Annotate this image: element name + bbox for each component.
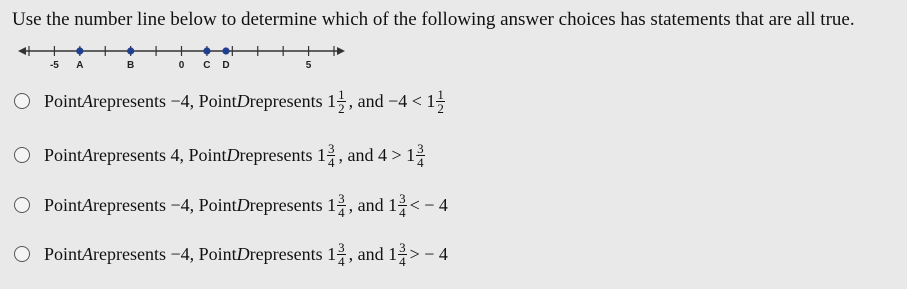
answer-option-1[interactable]: [14, 84, 448, 118]
radio-button[interactable]: [14, 246, 30, 262]
fraction: $\frac{3}{4}$: [417, 140, 424, 170]
question-text: Use the number line below to determine which of the following answer choices has statements that are all true.: [12, 9, 855, 30]
tick-label: D: [222, 60, 230, 71]
fraction: $\frac{3}{4}$: [399, 239, 406, 269]
option-text: Point A represents −4, Point D represents 1 $\frac{3}{4}$ , and 1 $\frac{3}{4}$ > − 4: [44, 239, 448, 269]
left-arrow-icon: [18, 47, 26, 55]
fraction: $\frac{3}{4}$: [327, 140, 335, 170]
fraction: $\frac{1}{2}$: [338, 86, 345, 116]
fraction: $\frac{3}{4}$: [338, 239, 345, 269]
number-line: [0, 38, 360, 78]
point-d: [222, 47, 229, 54]
tick-label: A: [76, 60, 84, 71]
answer-option-2[interactable]: [14, 138, 428, 172]
fraction: $\frac{3}{4}$: [399, 190, 406, 220]
option-text: Point A represents −4, Point D represents 1 $\frac{3}{4}$ , and 1 $\frac{3}{4}$ < − 4: [44, 190, 448, 220]
option-text: Point A represents 4, Point D represents 1 $\frac{3}{4}$ , and 4 > 1 $\frac{3}{4}$: [44, 140, 424, 170]
point-c: [203, 47, 210, 54]
tick-label: -5: [49, 60, 59, 71]
option-text: Point A represents −4, Point D represents 1 $\frac{1}{2}$ , and −4 < 1 $\frac{1}{2}$: [44, 86, 444, 116]
tick-label: B: [127, 60, 135, 71]
radio-button[interactable]: [14, 147, 30, 163]
answer-option-4[interactable]: [14, 237, 448, 271]
point-b: [127, 47, 134, 54]
point-a: [76, 47, 83, 54]
tick-label: C: [203, 60, 211, 71]
tick-label: 0: [178, 60, 185, 71]
tick-label: 5: [305, 60, 312, 71]
radio-button[interactable]: [14, 197, 30, 213]
radio-button[interactable]: [14, 93, 30, 109]
right-arrow-icon: [337, 47, 345, 55]
fraction: $\frac{1}{2}$: [437, 86, 444, 116]
fraction: $\frac{3}{4}$: [338, 190, 345, 220]
answer-option-3[interactable]: [14, 188, 448, 222]
